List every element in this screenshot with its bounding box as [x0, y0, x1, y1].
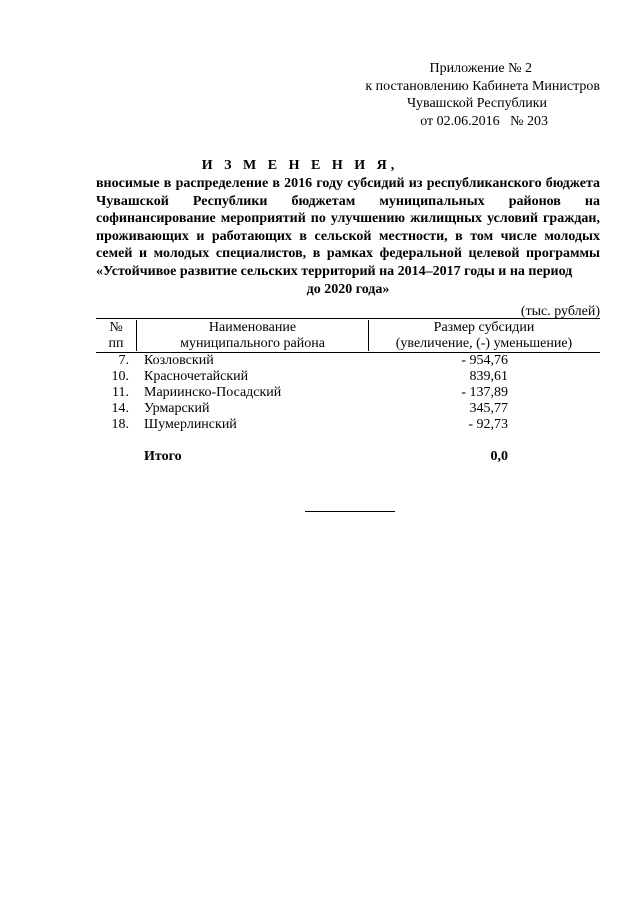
header-district-line2: муниципального района [180, 336, 325, 351]
row-district: Козловский [144, 353, 214, 368]
units-label: (тыс. рублей) [520, 304, 600, 319]
row-amount: 345,77 [469, 401, 508, 416]
row-district: Шумерлинский [144, 417, 237, 432]
header-number [96, 320, 136, 351]
row-amount: - 137,89 [461, 385, 508, 400]
header-district [136, 320, 369, 351]
header-number-line1: № [109, 320, 123, 335]
document-subtitle [96, 175, 600, 298]
row-number: 10. [111, 369, 129, 384]
table-row [96, 385, 600, 401]
header-amount-line2: (увеличение, (-) уменьшение) [395, 336, 573, 351]
table-row [96, 353, 600, 369]
row-amount: 839,61 [469, 369, 508, 384]
appendix-number: Приложение № 2 [429, 61, 532, 76]
subtitle-last-line: до 2020 года» [306, 281, 390, 297]
row-amount: - 92,73 [468, 417, 508, 432]
subsidy-table [96, 318, 600, 467]
closing-divider [305, 511, 395, 512]
table-header [96, 318, 600, 353]
header-district-line1: Наименование [208, 320, 297, 335]
total-amount: 0,0 [490, 449, 508, 464]
appendix-reference: к постановлению Кабинета Министров [365, 78, 600, 94]
document-title: И З М Е Н Е Н И Я, [201, 158, 399, 173]
header-number-line2: пп [108, 336, 124, 351]
appendix-block [330, 60, 600, 130]
subtitle-main-text: вносимые в распределение в 2016 году субсидий из республиканского бюджета Чувашской Республики бюджетам муниципальных районов на софинансирование мероприятий по улучшению жилищных условий граждан, проживающих и работающих в сельской местности, в том числе молодых семей и молодых специалистов, в рамках федеральной целевой программы «Устойчивое развитие сельских территорий на 2014–2017 годы и на период [96, 176, 600, 279]
table-total-row [96, 449, 600, 467]
row-district: Мариинско-Посадский [144, 385, 282, 400]
row-amount: - 954,76 [461, 353, 508, 368]
row-district: Красночетайский [144, 369, 249, 384]
row-district: Урмарский [144, 401, 210, 416]
row-number: 18. [111, 417, 129, 432]
appendix-republic: Чувашской Республики [406, 96, 547, 111]
header-amount-line1: Размер субсидии [433, 320, 535, 335]
table-row [96, 369, 600, 385]
row-number: 14. [111, 401, 129, 416]
header-amount [368, 320, 600, 351]
appendix-date: от 02.06.2016 № 203 [420, 113, 548, 129]
row-number: 7. [118, 353, 129, 368]
row-number: 11. [112, 385, 129, 400]
table-row [96, 417, 600, 433]
total-label: Итого [144, 449, 182, 464]
table-row [96, 401, 600, 417]
